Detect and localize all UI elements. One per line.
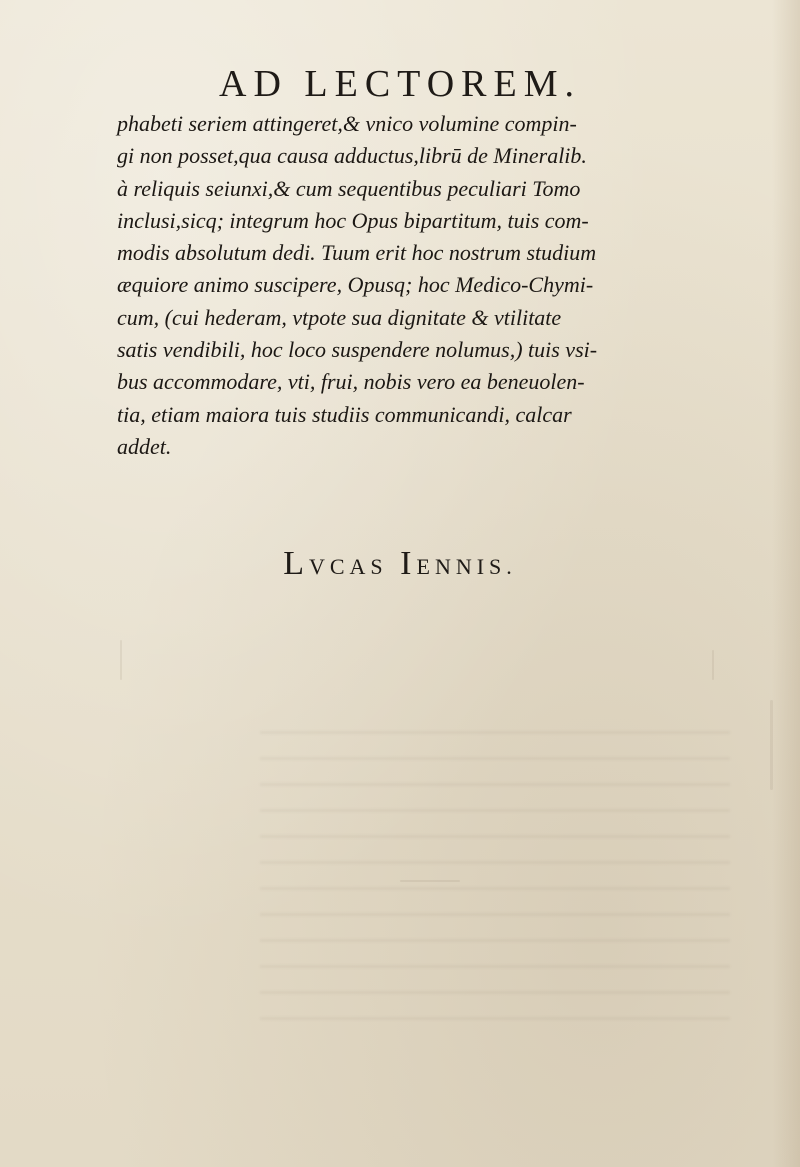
text-line: addet. <box>117 433 172 459</box>
text-line: æquiore animo suscipere, Opusq; hoc Medico-Chymi- <box>117 272 594 298</box>
text-line: tia, etiam maiora tuis studiis communicandi, calcar <box>117 401 572 427</box>
signature-first-initial: L <box>283 545 309 582</box>
text-line: modis absolutum dedi. Tuum erit hoc nostrum studium <box>117 240 597 266</box>
page-heading: AD LECTOREM. <box>219 63 581 105</box>
paper-fibre <box>400 880 460 882</box>
body-text <box>117 108 747 463</box>
signature-last-initial: I <box>400 545 417 582</box>
paper-fibre <box>712 650 714 680</box>
text-line: inclusi,sicq; integrum hoc Opus bipartitum, tuis com- <box>117 207 589 233</box>
text-line: gi non posset,qua causa adductus,librū de Mineralib. <box>117 143 587 169</box>
paper-fibre <box>120 640 122 680</box>
text-line: satis vendibili, hoc loco suspendere nolumus,) tuis vsi- <box>117 337 598 363</box>
text-line: bus accommodare, vti, frui, nobis vero ea beneuolen- <box>117 369 585 395</box>
text-line: à reliquis seiunxi,& cum sequentibus peculiari Tomo <box>117 175 581 201</box>
ink-show-through <box>260 720 730 1020</box>
text-line: phabeti seriem attingeret,& vnico volumine compin- <box>117 111 577 136</box>
signature-first-rest: VCAS <box>308 554 388 579</box>
page-edge-shadow <box>772 0 800 1167</box>
author-signature <box>0 545 800 583</box>
text-line: cum, (cui hederam, vtpote sua dignitate & vtilitate <box>117 304 562 330</box>
signature-last-rest: ENNIS. <box>416 554 517 579</box>
